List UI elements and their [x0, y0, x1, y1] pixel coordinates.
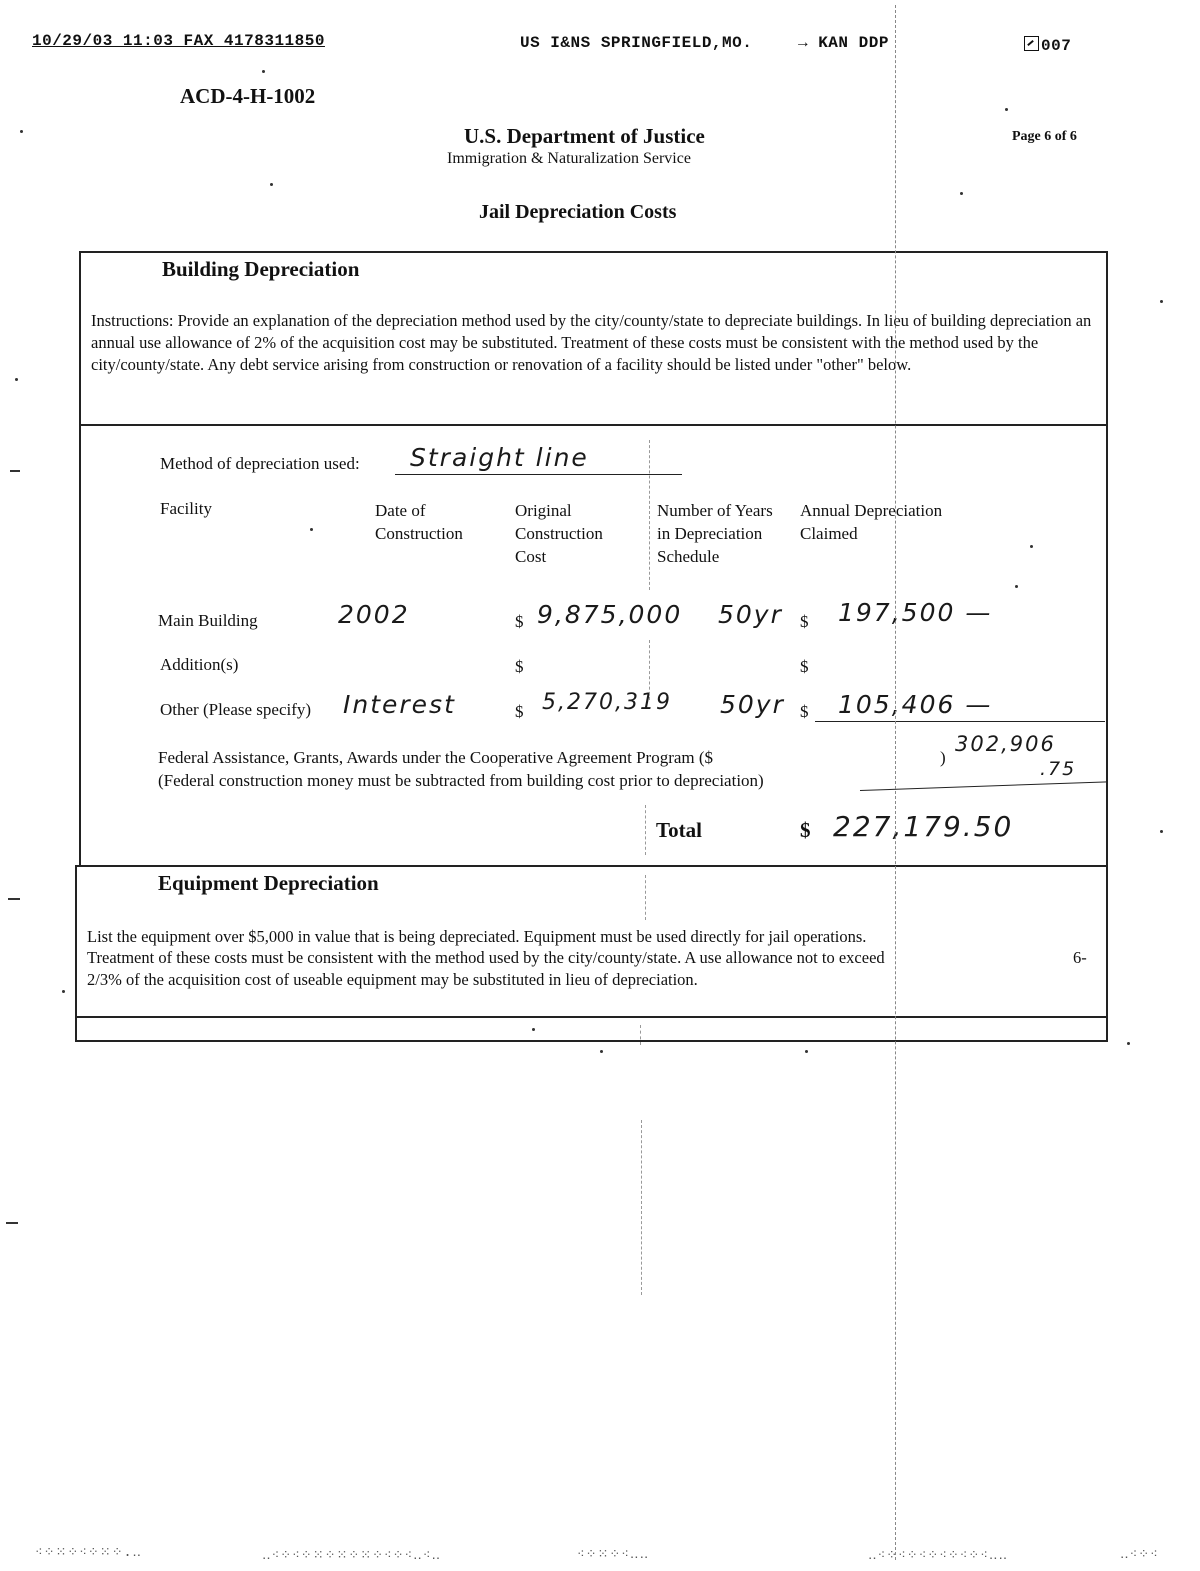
row-years[interactable]: 50yr: [720, 690, 785, 719]
method-label: Method of depreciation used:: [160, 454, 360, 473]
federal-assistance-line1: Federal Assistance, Grants, Awards under the Cooperative Agreement Program ($: [158, 748, 714, 767]
building-depreciation-heading: Building Depreciation: [162, 257, 360, 281]
col-years: Number of Years in Depreciation Schedule: [657, 501, 773, 566]
col-date: Date of Construction: [375, 501, 463, 543]
sub-agency-title: Immigration & Naturalization Service: [447, 150, 691, 167]
row-cost[interactable]: 9,875,000: [537, 600, 683, 629]
row-facility: Addition(s): [160, 655, 239, 674]
row-facility: Main Building: [158, 611, 258, 630]
row-annual-currency: $: [800, 657, 809, 676]
fax-page-code: 007: [1024, 36, 1071, 55]
row-date[interactable]: Interest: [343, 690, 456, 719]
federal-underline: [860, 781, 1108, 791]
equipment-instructions-line2: Treatment of these costs must be consistent with the method used by the city/county/state. A use allowance not to exceed: [87, 948, 885, 967]
fax-checkbox-icon: [1024, 36, 1039, 51]
row-years[interactable]: 50yr: [718, 600, 783, 629]
row-annual[interactable]: 105,406 —: [838, 690, 993, 719]
method-value[interactable]: Straight line: [410, 443, 589, 472]
building-instructions: Instructions: Provide an explanation of the depreciation method used by the city/county/state to depreciate buildings. In lieu of building depreciation an annual use allowance of 2% of the acquisition cost may be substituted. Treatment of these costs must be consistent with the method used by the city/county/state. Any debt service arising from construction or renovation of a facility should be listed under "other" below.: [91, 311, 1092, 374]
row-cost-currency: $: [515, 702, 524, 721]
federal-assistance-line2: (Federal construction money must be subtracted from building cost prior to depreciation): [158, 771, 764, 790]
equipment-instructions-line3: 2/3% of the acquisition cost of useable equipment may be substituted in lieu of depreciation.: [87, 970, 698, 989]
row-cost-currency: $: [515, 657, 524, 676]
fax-origin: US I&NS SPRINGFIELD,MO.: [520, 34, 753, 52]
row-cost[interactable]: 5,270,319: [542, 690, 672, 715]
col-facility: Facility: [160, 499, 212, 518]
row-annual-currency: $: [800, 612, 809, 631]
row-date[interactable]: 2002: [338, 600, 410, 629]
equipment-instructions-line2-end: 6-: [1073, 948, 1087, 967]
col-cost: Original Construction Cost: [515, 501, 603, 566]
row-annual[interactable]: 197,500 —: [838, 598, 993, 627]
federal-assistance-value[interactable]: 302,906: [955, 732, 1056, 756]
fax-timestamp: 10/29/03 11:03 FAX 4178311850: [32, 32, 325, 50]
document-id: ACD-4-H-1002: [180, 84, 316, 108]
row-cost-currency: $: [515, 612, 524, 631]
method-underline: [395, 474, 682, 475]
row-facility: Other (Please specify): [160, 700, 312, 719]
equipment-instructions-line1: List the equipment over $5,000 in value that is being depreciated. Equipment must be used directly for jail operations.: [87, 927, 867, 946]
fax-destination: → KAN DDP: [798, 34, 889, 52]
row-annual-currency: $: [800, 702, 809, 721]
equipment-depreciation-heading: Equipment Depreciation: [158, 871, 379, 895]
page-label: Page 6 of 6: [1012, 129, 1077, 144]
form-title: Jail Depreciation Costs: [479, 201, 677, 223]
col-annual: Annual Depreciation Claimed: [800, 501, 943, 543]
agency-title: U.S. Department of Justice: [464, 124, 705, 148]
total-currency: $: [800, 818, 811, 842]
total-label: Total: [656, 818, 702, 842]
total-value[interactable]: 227,179.50: [833, 810, 1014, 843]
other-row-underline: [815, 721, 1105, 722]
federal-assistance-cents[interactable]: .75: [1040, 758, 1077, 780]
federal-assistance-close: ): [940, 748, 946, 767]
